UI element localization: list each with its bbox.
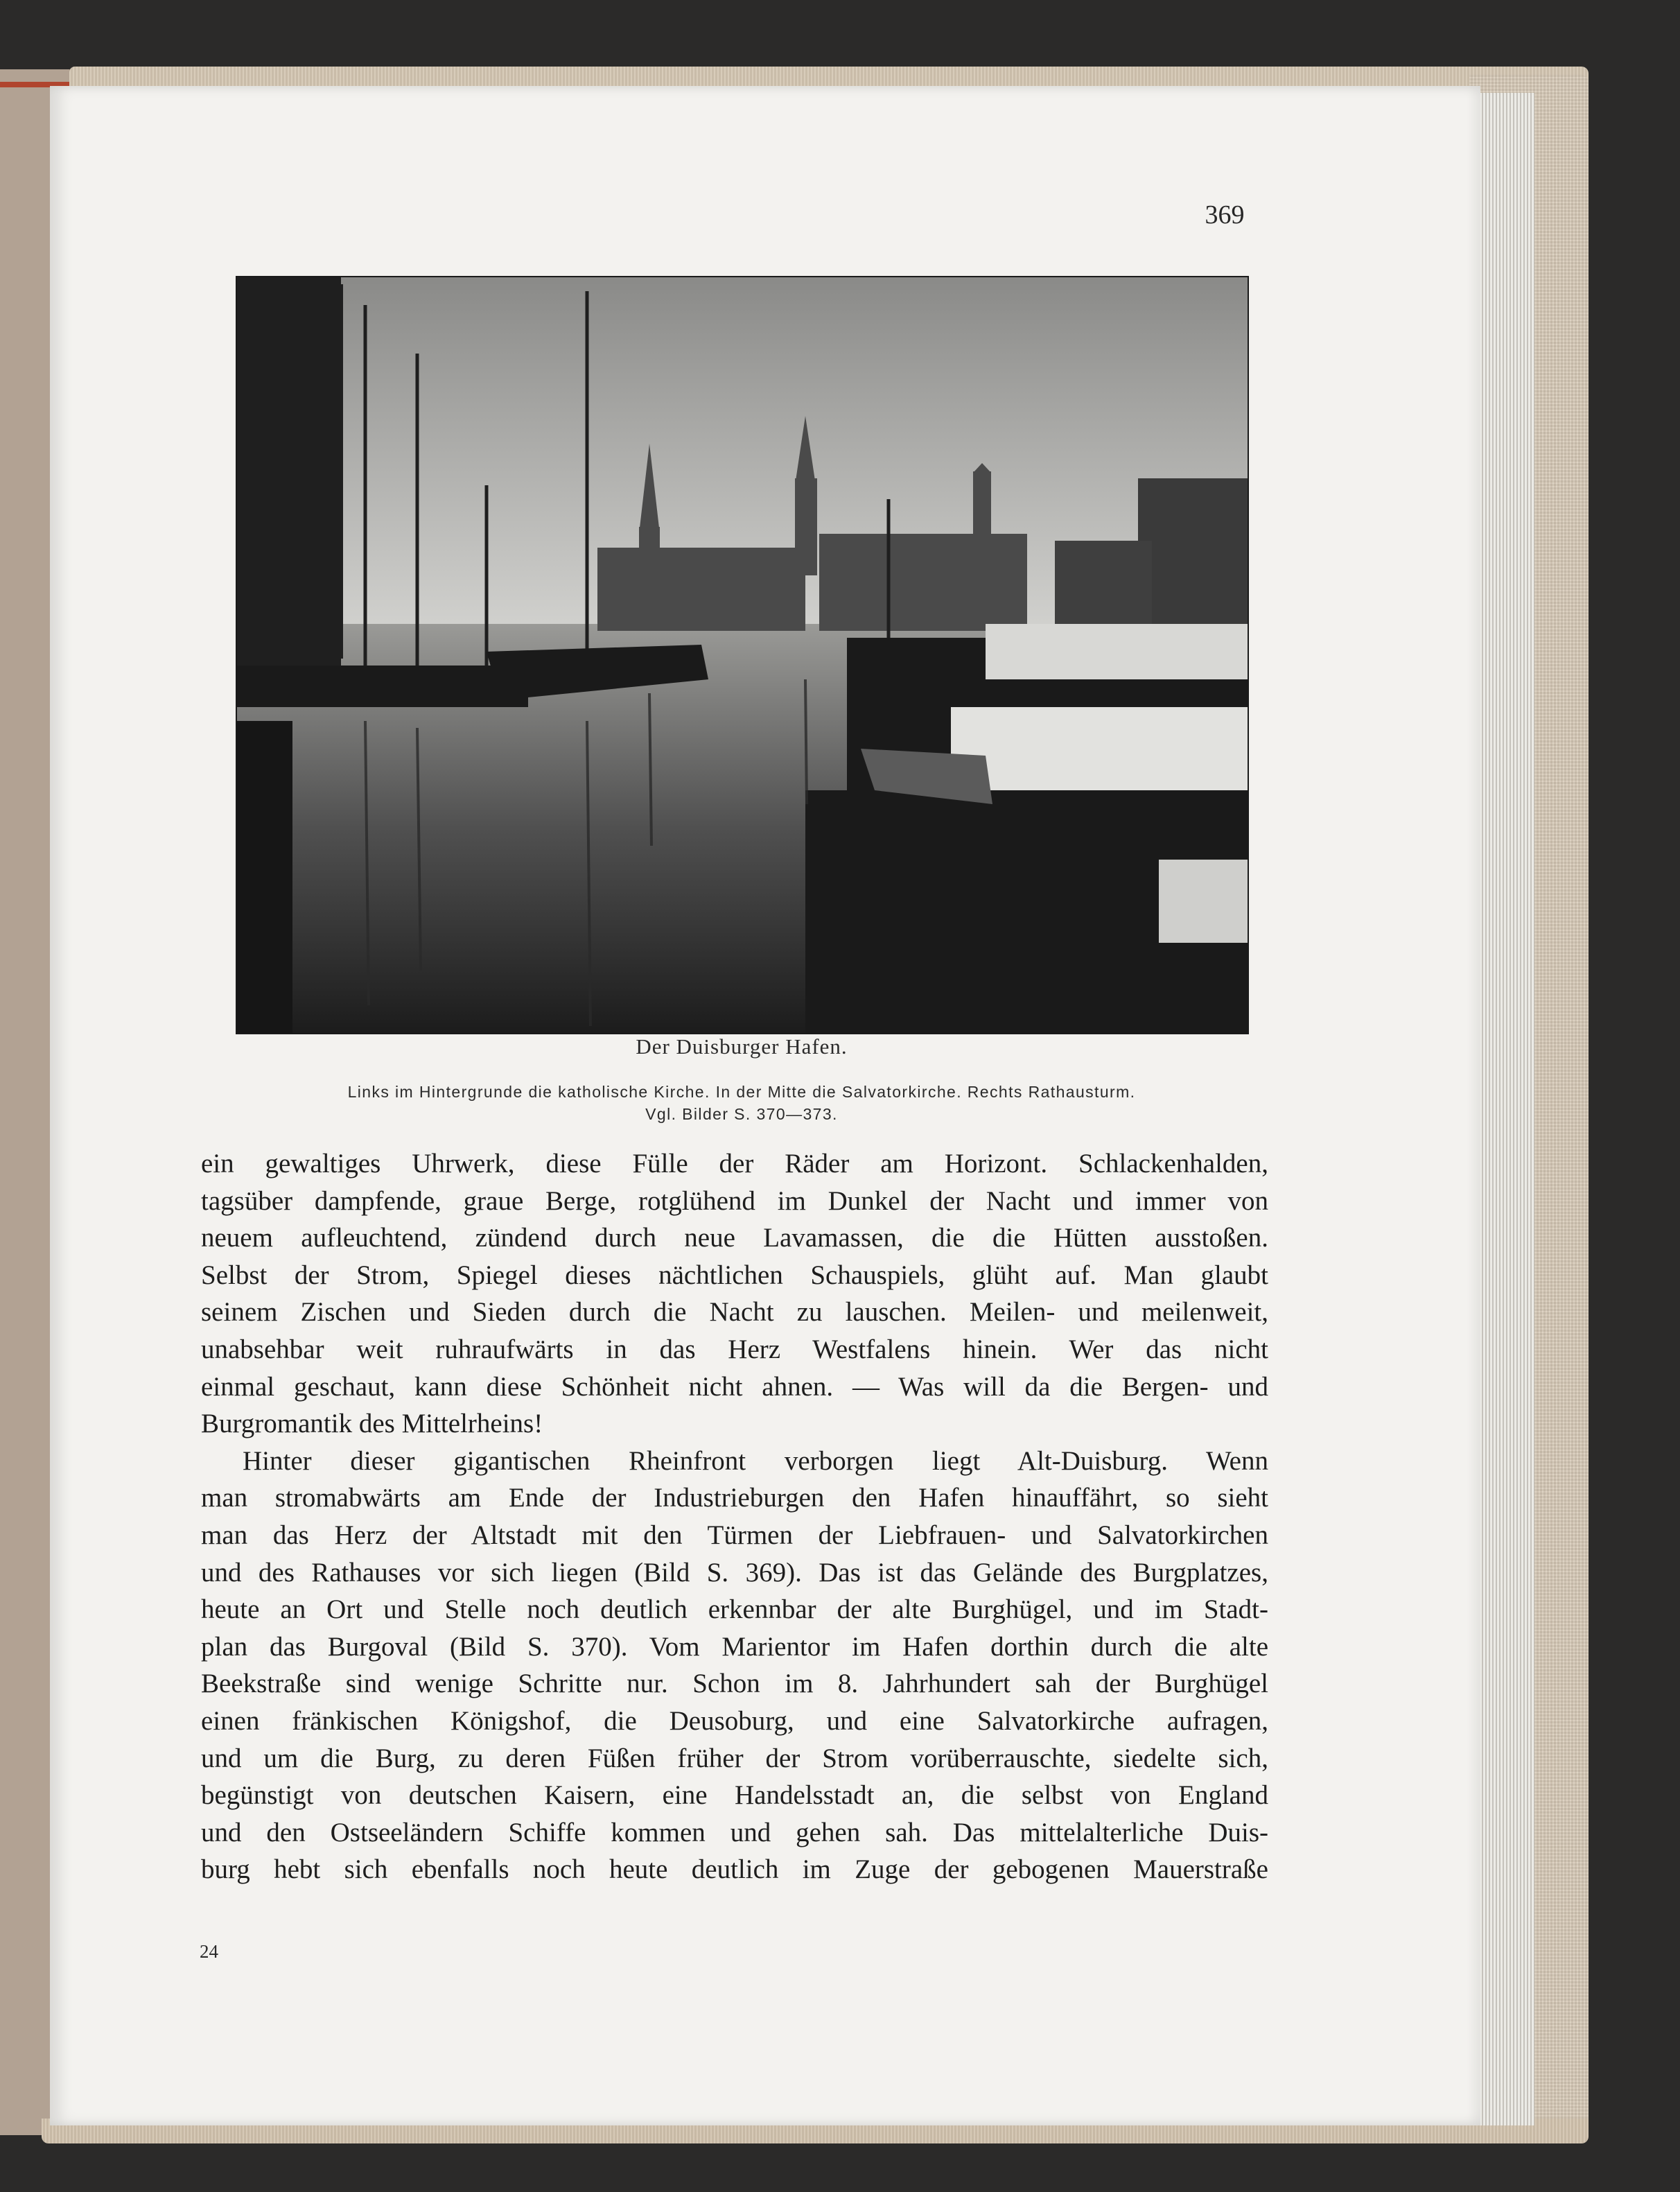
body-text — [201, 1145, 1268, 1888]
text-line: Hinter dieser gigantischen Rheinfront verborgen liegt Alt-Duisburg. Wenn — [243, 1445, 1268, 1476]
text-line: burg hebt sich ebenfalls noch heute deutlich im Zuge der gebogenen Mauerstraße — [201, 1854, 1268, 1885]
text-line: man stromabwärts am Ende der Industrieburgen den Hafen hinauffährt, so sieht — [201, 1483, 1268, 1513]
text-line: tagsüber dampfende, graue Berge, rotglühend im Dunkel der Nacht und immer von — [201, 1185, 1268, 1216]
text-line: Burgromantik des Mittelrheins! — [201, 1409, 543, 1439]
text-line: ein gewaltiges Uhrwerk, diese Fülle der Räder am Horizont. Schlackenhalden, — [201, 1149, 1268, 1178]
figure-caption-reference: Vgl. Bilder S. 370—373. — [645, 1105, 838, 1123]
figure-caption-title: Der Duisburger Hafen. — [636, 1034, 848, 1059]
text-line: und des Rathauses vor sich liegen (Bild S. 369). Das ist das Gelände des Burgplatzes, — [201, 1557, 1268, 1588]
text-line: plan das Burgoval (Bild S. 370). Vom Marientor im Hafen dorthin durch die alte — [201, 1631, 1268, 1662]
harbor-photo — [236, 276, 1249, 1034]
text-line: Selbst der Strom, Spiegel dieses nächtlichen Schauspiels, glüht auf. Man glaubt — [201, 1260, 1268, 1290]
text-line: einen fränkischen Königshof, die Deusoburg, und eine Salvatorkirche aufragen, — [201, 1705, 1268, 1736]
text-line: heute an Ort und Stelle noch deutlich erkennbar der alte Burghügel, und im Stadt- — [201, 1594, 1268, 1625]
text-line: seinem Zischen und Sieden durch die Nacht zu lauschen. Meilen- und meilenweit, — [201, 1297, 1268, 1328]
printer-signature: 24 — [200, 1941, 218, 1962]
text-line: Beekstraße sind wenige Schritte nur. Schon im 8. Jahrhundert sah der Burghügel — [201, 1669, 1268, 1699]
text-line: und den Ostseeländern Schiffe kommen und gehen sah. Das mittelalterliche Duis- — [201, 1817, 1268, 1847]
text-line: unabsehbar weit ruhraufwärts in das Herz Westfalens hinein. Wer das nicht — [201, 1334, 1268, 1364]
text-line: man das Herz der Altstadt mit den Türmen der Liebfrauen- und Salvatorkirchen — [201, 1520, 1268, 1550]
text-line: begünstigt von deutschen Kaisern, eine Handelsstadt an, die selbst von England — [201, 1780, 1268, 1811]
text-line: einmal geschaut, kann diese Schönheit nicht ahnen. — Was will da die Bergen- und — [201, 1371, 1268, 1402]
figure-caption-description: Links im Hintergrunde die katholische Kirche. In der Mitte die Salvatorkirche. Rechts Rathausturm. — [347, 1083, 1136, 1101]
text-line: neuem aufleuchtend, zündend durch neue Lavamassen, die die Hütten ausstoßen. — [201, 1223, 1268, 1253]
page-number: 369 — [1205, 200, 1245, 229]
harbor-photo-illustration — [237, 277, 1248, 1033]
page-edges — [1476, 93, 1534, 2125]
text-line: und um die Burg, zu deren Füßen früher der Strom vorüberrauschte, siedelte sich, — [201, 1743, 1268, 1773]
